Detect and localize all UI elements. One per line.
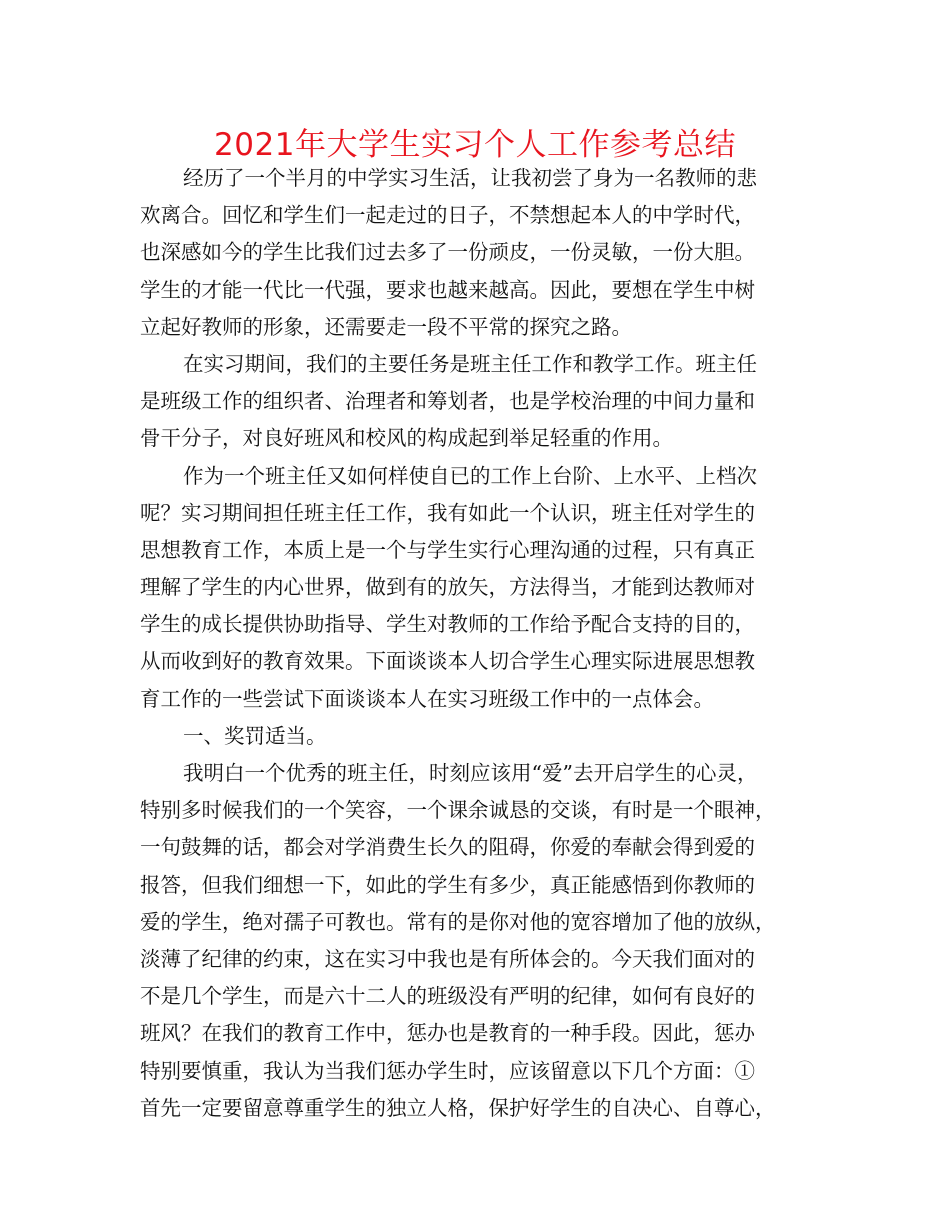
paragraph-line: 理解了学生的内心世界，做到有的放矢，方法得当，才能到达教师对	[140, 575, 755, 600]
paragraph-line: 立起好教师的形象，还需要走一段不平常的探究之路。	[140, 314, 632, 339]
paragraph-line: 思想教育工作，本质上是一个与学生实行心理沟通的过程，只有真正	[140, 537, 755, 562]
paragraph-line: 骨干分子，对良好班风和校风的构成起到举足轻重的作用。	[140, 426, 673, 451]
paragraph-line: 特别多时候我们的一个笑容，一个课余诚恳的交谈，有时是一个眼神，	[140, 798, 776, 823]
paragraph-line: 呢？实习期间担任班主任工作，我有如此一个认识，班主任对学生的	[140, 500, 755, 525]
paragraph-line: 育工作的一些尝试下面谈谈本人在实习班级工作中的一点体会。	[140, 686, 714, 711]
paragraph-5	[140, 755, 830, 1127]
paragraph-1	[140, 160, 830, 346]
paragraph-line: 首先一定要留意尊重学生的独立人格，保护好学生的自决心、自尊心，	[140, 1095, 776, 1120]
paragraph-line: 一句鼓舞的话，都会对学消费生长久的阻碍，你爱的奉献会得到爱的	[140, 835, 755, 860]
paragraph-line: 我明白一个优秀的班主任，时刻应该用“爱”去开启学生的心灵，	[183, 761, 758, 785]
paragraph-2	[140, 346, 830, 458]
paragraph-line: 欢离合。回忆和学生们一起走过的日子，不禁想起本人的中学时代，	[140, 203, 755, 228]
paragraph-line: 学生的才能一代比一代强，要求也越来越高。因此，要想在学生中树	[140, 277, 755, 302]
paragraph-line: 作为一个班主任又如何样使自已的工作上台阶、上水平、上档次	[183, 463, 757, 488]
paragraph-line: 在实习期间，我们的主要任务是班主任工作和教学工作。班主任	[183, 351, 757, 376]
paragraph-line: 淡薄了纪律的约束，这在实习中我也是有所体会的。今天我们面对的	[140, 946, 755, 971]
paragraph-line: 特别要慎重，我认为当我们惩办学生时，应该留意以下几个方面：①	[140, 1058, 755, 1083]
paragraph-line: 经历了一个半月的中学实习生活，让我初尝了身为一名教师的悲	[183, 166, 757, 190]
section-heading-text: 一、奖罚适当。	[183, 723, 327, 748]
paragraph-line: 报答，但我们细想一下，如此的学生有多少，真正能感悟到你教师的	[140, 872, 755, 897]
paragraph-line: 也深感如今的学生比我们过去多了一份顽皮，一份灵敏，一份大胆。	[140, 240, 755, 265]
document-body	[140, 160, 830, 1127]
paragraph-line: 从而收到好的教育效果。下面谈谈本人切合学生心理实际进展思想教	[140, 649, 755, 674]
paragraph-line: 班风？在我们的教育工作中，惩办也是教育的一种手段。因此，惩办	[140, 1021, 755, 1046]
document-title: 2021年大学生实习个人工作参考总结	[214, 127, 736, 163]
paragraph-line: 不是几个学生，而是六十二人的班级没有严明的纪律，如何有良好的	[140, 984, 755, 1009]
section-heading	[140, 718, 830, 755]
paragraph-line: 是班级工作的组织者、治理者和筹划者，也是学校治理的中间力量和	[140, 389, 755, 414]
paragraph-3	[140, 458, 830, 718]
paragraph-line: 爱的学生，绝对孺子可教也。常有的是你对他的宽容增加了他的放纵，	[140, 909, 776, 934]
paragraph-line: 学生的成长提供协助指导、学生对教师的工作给予配合支持的目的，	[140, 612, 755, 637]
